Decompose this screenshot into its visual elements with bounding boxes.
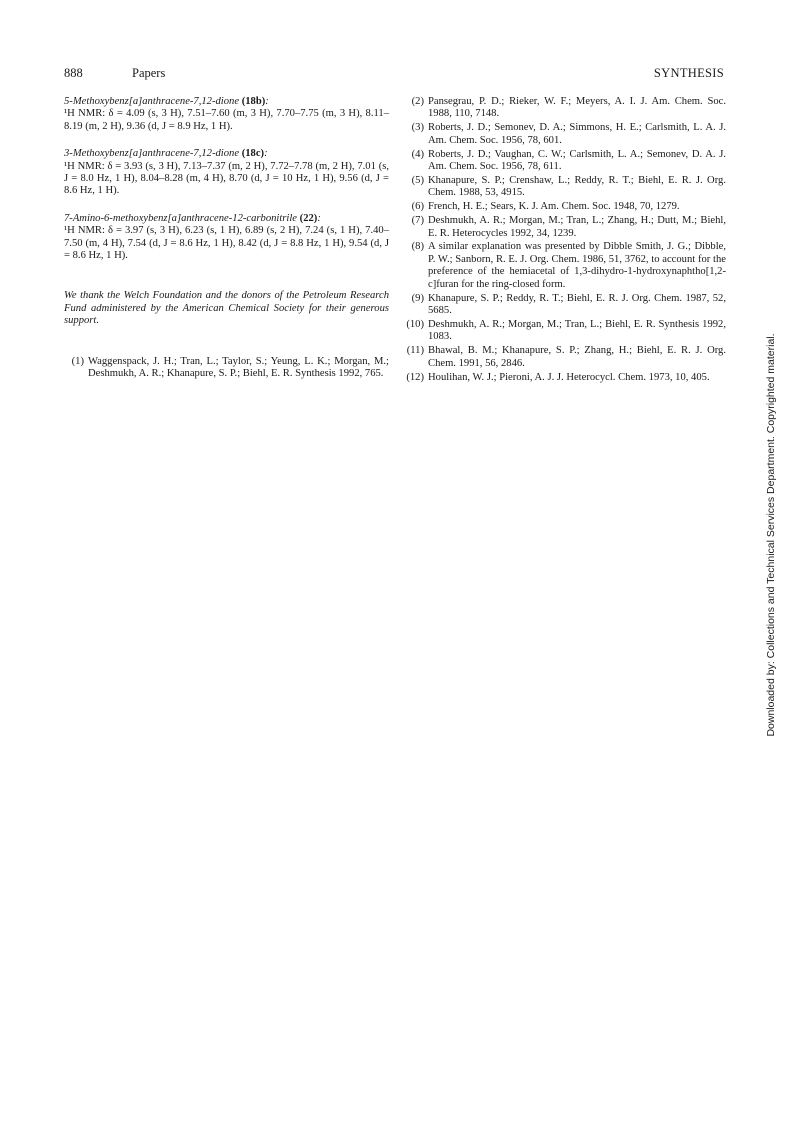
page-header (64, 66, 724, 82)
reference-text: Roberts, J. D.; Semonev, D. A.; Simmons, H. E.; Carlsmith, L. A. J. Am. Chem. Soc. 1956, 78, 601. (428, 122, 726, 146)
section-label: Papers (132, 66, 166, 80)
right-column-references (406, 96, 726, 385)
reference-number: (4) (411, 148, 424, 160)
reference-item (406, 372, 726, 384)
reference-number: (5) (411, 174, 424, 186)
reference-text: Deshmukh, A. R.; Morgan, M.; Tran, L.; Zhang, H.; Dutt, M.; Biehl, E. R. Heterocycles 1992, 34, 1239. (428, 215, 726, 239)
reference-number: (9) (411, 292, 424, 304)
acknowledgment: We thank the Welch Foundation and the donors of the Petroleum Research Fund administered by the American Chemical Society for their generous support. (64, 290, 389, 327)
reference-text: Pansegrau, P. D.; Rieker, W. F.; Meyers, A. I. J. Am. Chem. Soc. 1988, 110, 7148. (428, 96, 726, 120)
page-number: 888 (64, 66, 83, 80)
compound-entry (64, 213, 389, 263)
reference-text: Bhawal, B. M.; Khanapure, S. P.; Zhang, H.; Biehl, E. R. J. Org. Chem. 1991, 56, 2846. (428, 345, 726, 369)
reference-number: (2) (411, 96, 424, 107)
reference-item (406, 175, 726, 200)
reference-item (406, 149, 726, 174)
compound-label: (18c) (241, 148, 265, 160)
compound-title: 3-Methoxybenz[a]anthracene-7,12-dione (18c): (64, 148, 268, 160)
compound-entry (64, 96, 389, 133)
reference-item (406, 96, 726, 121)
reference-number: (6) (411, 201, 424, 213)
compound-entry (64, 148, 389, 198)
reference-number: (12) (406, 371, 424, 383)
nmr-data: ¹H NMR: δ = 3.93 (s, 3 H), 7.13–7.37 (m, 2 H), 7.72–7.78 (m, 2 H), 7.01 (s, J = 8.0 Hz, 1 H), 8.04–8.28 (m, 4 H), 8.70 (d, J = 10 Hz, 1 H), 9.56 (d, J = 8.6 Hz, 1 H). (64, 160, 389, 197)
reference-text: Khanapure, S. P.; Reddy, R. T.; Biehl, E. R. J. Org. Chem. 1987, 52, 5685. (428, 292, 726, 316)
nmr-data: ¹H NMR: δ = 3.97 (s, 3 H), 6.23 (s, 1 H), 6.89 (s, 2 H), 7.24 (s, 1 H), 7.40–7.50 (m, 4 H), 7.54 (d, J = 8.6 Hz, 1 H), 8.42 (d, J = 8.8 Hz, 1 H), 9.54 (d, J = 8.6 Hz, 1 H). (64, 225, 389, 262)
left-column (64, 96, 389, 382)
reference-text: Khanapure, S. P.; Crenshaw, L.; Reddy, R. T.; Biehl, E. R. J. Org. Chem. 1988, 53, 4915. (428, 174, 726, 199)
reference-text: French, H. E.; Sears, K. J. Am. Chem. Soc. 1948, 70, 1279. (428, 201, 680, 213)
compound-title: 7-Amino-6-methoxybenz[a]anthracene-12-carbonitrile (22): (64, 212, 321, 224)
reference-item (406, 241, 726, 291)
reference-list (64, 356, 389, 381)
reference-item (406, 293, 726, 318)
journal-running-head: SYNTHESIS (653, 66, 724, 80)
reference-text: A similar explanation was presented by Dibble Smith, J. G.; Dibble, P. W.; Sanborn, R. E. J. Org. Chem. 1986, 51, 3762, to account for the preference of the hemiacetal of 1,3-dihydro-1-hydroxynaphtho[1,2-c]furan for the ring-closed form. (428, 241, 726, 290)
reference-item (406, 215, 726, 240)
reference-text: Houlihan, W. J.; Pieroni, A. J. J. Heterocycl. Chem. 1973, 10, 405. (428, 371, 710, 383)
reference-text: Deshmukh, A. R.; Morgan, M.; Tran, L.; Biehl, E. R. Synthesis 1992, 1083. (428, 318, 726, 343)
reference-item (406, 201, 726, 213)
reference-number: (11) (406, 345, 424, 357)
reference-number: (1) (71, 355, 84, 367)
reference-text: Roberts, J. D.; Vaughan, C. W.; Carlsmith, L. A.; Semonev, D. A. J. Am. Chem. Soc. 1956, 78, 611. (428, 148, 726, 173)
compound-label: (18b) (241, 96, 266, 107)
compound-name: 3-Methoxybenz[a]anthracene-7,12-dione (64, 148, 240, 160)
reference-item (406, 345, 726, 370)
compound-title: 5-Methoxybenz[a]anthracene-7,12-dione (18b): (64, 96, 269, 107)
nmr-data: ¹H NMR: δ = 4.09 (s, 3 H), 7.51–7.60 (m, 3 H), 7.70–7.75 (m, 3 H), 8.11–8.19 (m, 2 H), 9.36 (d, J = 8.9 Hz, 1 H). (64, 108, 389, 132)
reference-item (64, 356, 389, 381)
compound-name: 7-Amino-6-methoxybenz[a]anthracene-12-carbonitrile (64, 212, 298, 224)
reference-number: (7) (411, 215, 424, 227)
reference-number: (8) (411, 241, 424, 253)
compound-name: 5-Methoxybenz[a]anthracene-7,12-dione (64, 96, 240, 107)
download-watermark (762, 333, 780, 737)
reference-text: Waggenspack, J. H.; Tran, L.; Taylor, S.; Yeung, L. K.; Morgan, M.; Deshmukh, A. R.; Khanapure, S. P.; Biehl, E. R. Synthesis 1992, 765. (88, 355, 389, 380)
reference-item (406, 319, 726, 344)
reference-number: (10) (406, 318, 424, 330)
reference-number: (3) (411, 122, 424, 134)
reference-item (406, 122, 726, 147)
compound-label: (22) (299, 212, 318, 224)
download-watermark-text: Downloaded by: Collections and Technical Services Department. Copyrighted material. (765, 333, 777, 737)
